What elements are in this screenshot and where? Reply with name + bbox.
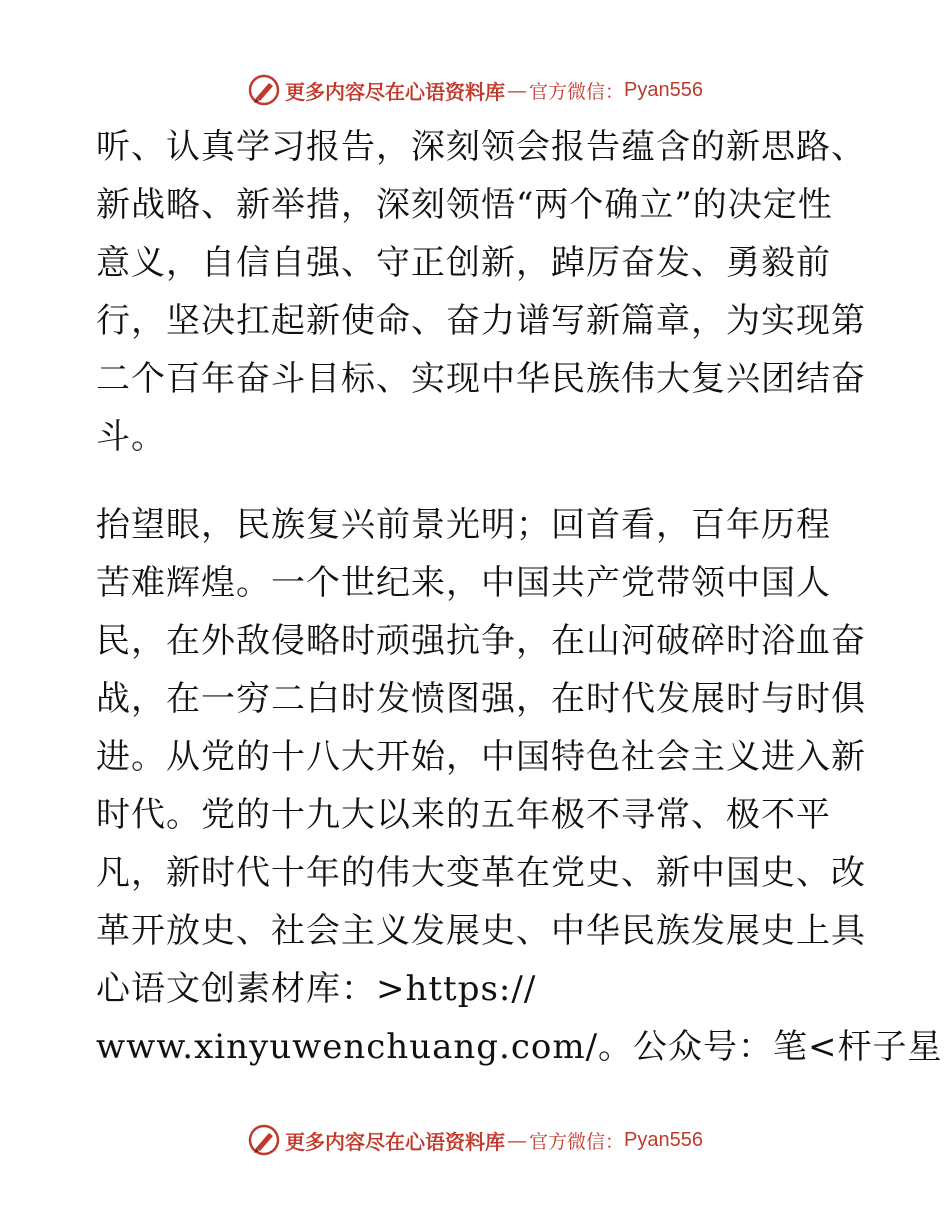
- text-line: 进。从党的十八大开始，中国特色社会主义进入新: [96, 737, 866, 777]
- paragraph-1: [96, 118, 866, 466]
- wechat-label: 官方微信：: [529, 80, 625, 103]
- text-line: 新战略、新举措，深刻领悟“两个确立”的决定性: [96, 185, 833, 225]
- banner-title: 更多内容尽在心语资料库: [285, 1129, 505, 1154]
- wechat-id: Pyan556: [624, 78, 703, 101]
- wechat-label: 官方微信：: [529, 1130, 625, 1153]
- text-line: 凡，新时代十年的伟大变革在党史、新中国史、改: [96, 853, 866, 893]
- pen-logo-icon: [247, 1123, 281, 1157]
- text-line: 心语文创素材库：>https://: [96, 969, 537, 1009]
- text-line: 抬望眼，民族复兴前景光明；回首看，百年历程: [96, 505, 831, 545]
- text-line: 斗。: [96, 417, 166, 457]
- paragraph-2: [96, 496, 943, 1076]
- header-banner: [0, 70, 950, 110]
- banner-separator: —: [507, 1128, 527, 1152]
- text-line: 二个百年奋斗目标、实现中华民族伟大复兴团结奋: [96, 359, 866, 399]
- text-line: 战，在一穷二白时发愤图强，在时代发展时与时俱: [96, 679, 866, 719]
- text-line: 行，坚决扛起新使命、奋力谱写新篇章，为实现第: [96, 301, 866, 341]
- banner-title: 更多内容尽在心语资料库: [285, 79, 505, 104]
- text-line: 苦难辉煌。一个世纪来，中国共产党带领中国人: [96, 563, 831, 603]
- text-line: 时代。党的十九大以来的五年极不寻常、极不平: [96, 795, 831, 835]
- wechat-id: Pyan556: [624, 1128, 703, 1151]
- document-body: [96, 118, 943, 1076]
- text-line: www.xinyuwenchuang.com/。公众号：笔<杆子星: [96, 1027, 943, 1067]
- paragraph-gap: [96, 466, 856, 496]
- text-line: 听、认真学习报告，深刻领会报告蕴含的新思路、: [96, 127, 866, 167]
- footer-banner: [0, 1120, 950, 1160]
- banner-separator: —: [507, 78, 527, 102]
- pen-logo-icon: [247, 73, 281, 107]
- text-line: 民，在外敌侵略时顽强抗争，在山河破碎时浴血奋: [96, 621, 866, 661]
- text-line: 革开放史、社会主义发展史、中华民族发展史上具: [96, 911, 866, 951]
- text-line: 意义，自信自强、守正创新，踔厉奋发、勇毅前: [96, 243, 831, 283]
